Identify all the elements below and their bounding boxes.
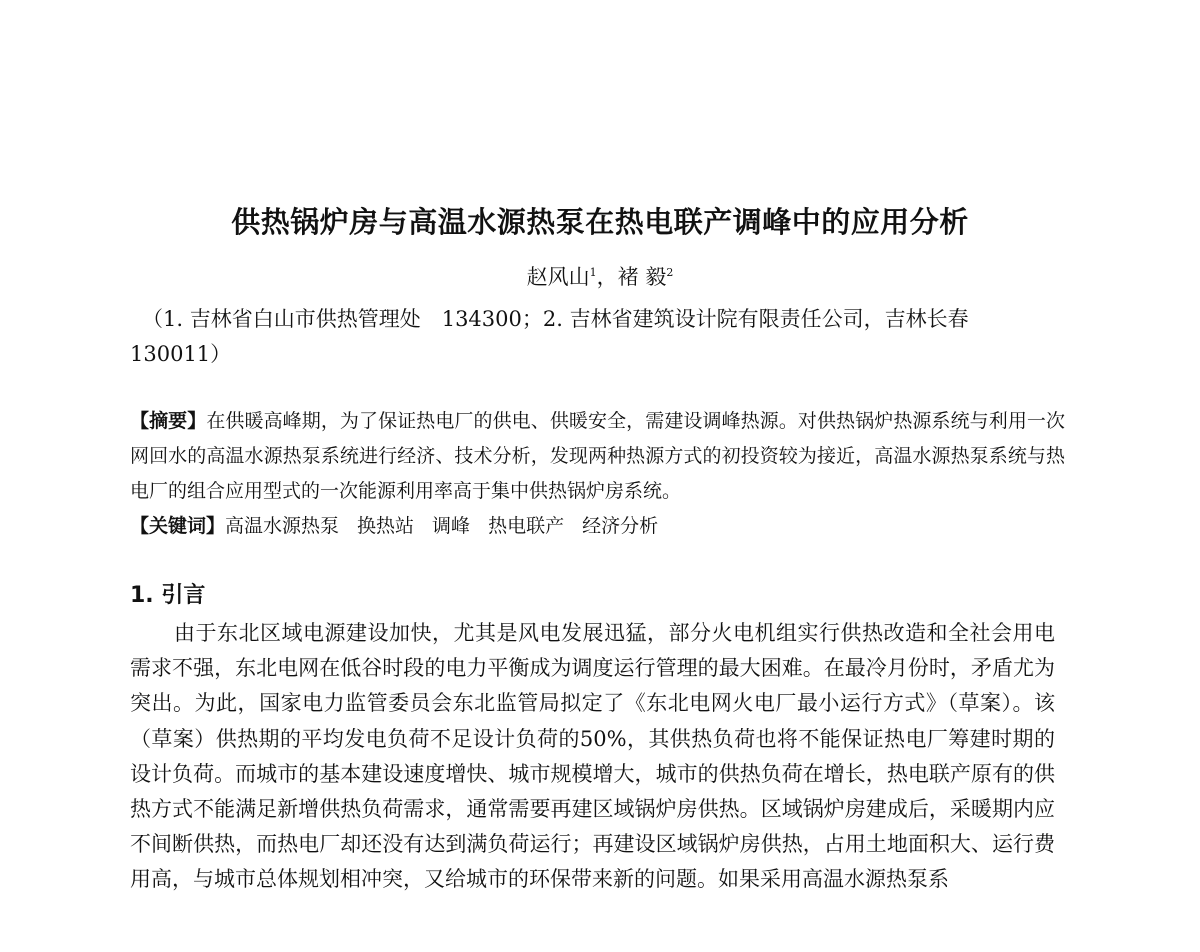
keywords-paragraph (130, 509, 1065, 544)
abstract-label: 【摘要】 (130, 410, 207, 432)
author-affiliation-marker-2: 2 (666, 266, 674, 279)
keyword-item: 调峰 (432, 515, 471, 537)
keyword-item: 热电联产 (488, 515, 565, 537)
keyword-item: 经济分析 (582, 515, 659, 537)
abstract-text: 在供暖高峰期，为了保证热电厂的供电、供暖安全，需建设调峰热源。对供热锅炉热源系统与利用一次网回水的高温水源热泵系统进行经济、技术分析，发现两种热源方式的初投资较为接近，高温水源热泵系统与热电厂的组合应用型式的一次能源利用率高于集中供热锅炉房系统。 (130, 410, 1065, 502)
author-affiliation-marker-1: 1 (589, 266, 597, 279)
author-line (0, 262, 1200, 292)
author-name-1: 赵风山 (526, 265, 590, 289)
author-separator: ， (596, 265, 618, 289)
keyword-item: 高温水源热泵 (225, 515, 340, 537)
section-heading-introduction: 1. 引言 (130, 583, 206, 608)
paper-title: 供热锅炉房与高温水源热泵在热电联产调峰中的应用分析 (231, 205, 969, 239)
abstract-section (130, 404, 1065, 544)
abstract-paragraph (130, 404, 1065, 509)
affiliation-text: （1. 吉林省白山市供热管理处 134300；2. 吉林省建筑设计院有限责任公司，吉林长春 130011） (130, 307, 990, 366)
author-name-2: 褚 毅 (617, 265, 667, 289)
introduction-paragraph: 由于东北区域电源建设加快，尤其是风电发展迅猛，部分火电机组实行供热改造和全社会用电需求不强，东北电网在低谷时段的电力平衡成为调度运行管理的最大困难。在最冷月份时，矛盾尤为突出。为此，国家电力监管委员会东北监管局拟定了《东北电网火电厂最小运行方式》（草案）。该（草案）供热期的平均发电负荷不足设计负荷的50%，其供热负荷也将不能保证热电厂筹建时期的设计负荷。而城市的基本建设速度增快、城市规模增大，城市的供热负荷在增长，热电联产原有的供热方式不能满足新增供热负荷需求，通常需要再建区域锅炉房供热。区域锅炉房建成后，采暖期内应不间断供热，而热电厂却还没有达到满负荷运行；再建设区域锅炉房供热，占用土地面积大、运行费用高，与城市总体规划相冲突，又给城市的环保带来新的问题。如果采用高温水源热泵系 (130, 621, 1055, 892)
keywords-label: 【关键词】 (130, 515, 226, 537)
keyword-item: 换热站 (357, 515, 415, 537)
